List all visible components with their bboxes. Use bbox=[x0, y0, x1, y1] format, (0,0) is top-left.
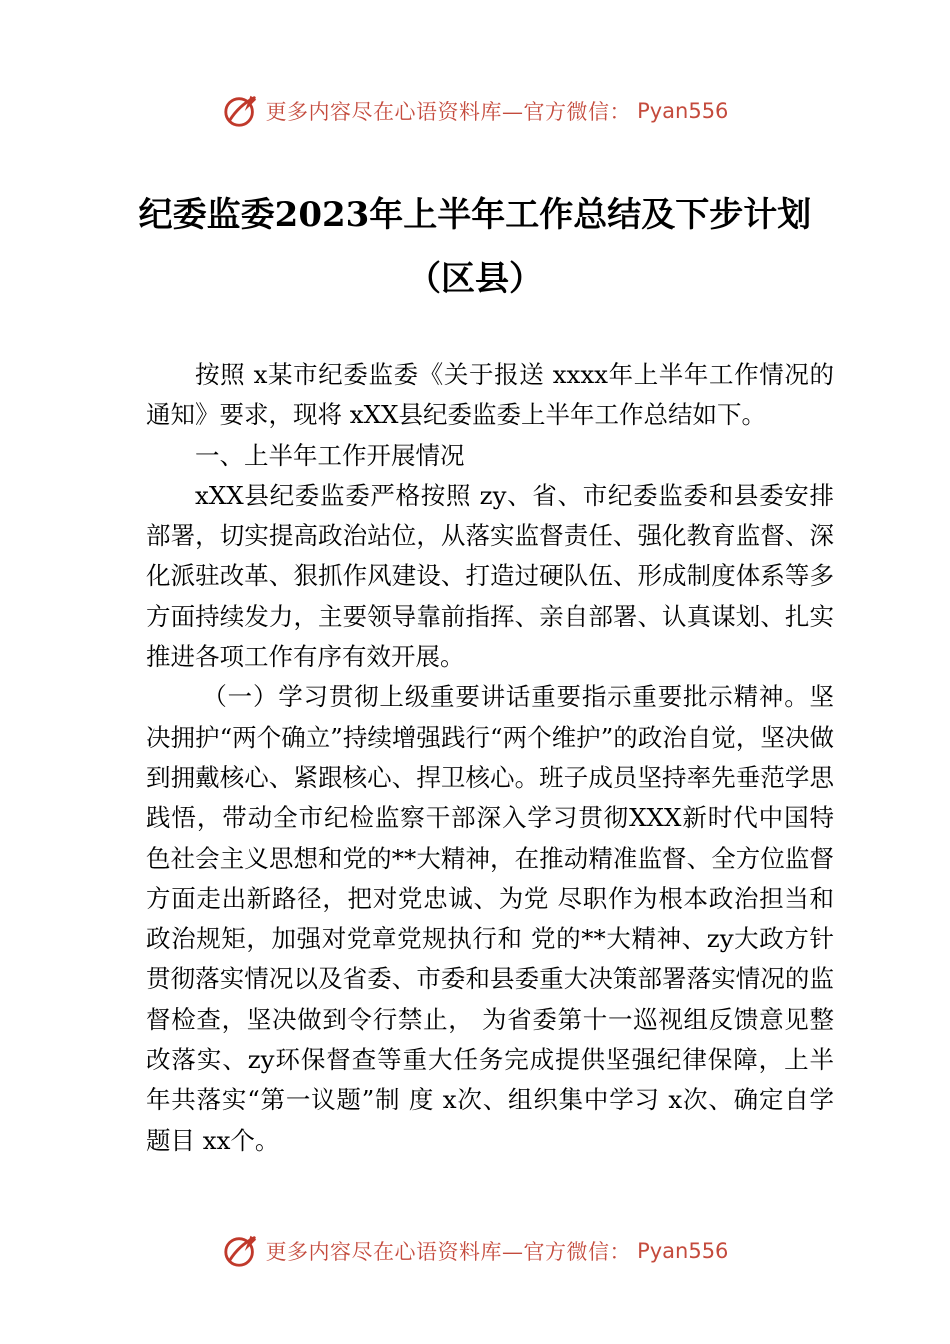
banner-wechat-id: Pyan556 bbox=[637, 1239, 729, 1263]
watermark-banner-top bbox=[0, 92, 950, 130]
section-heading: 一、上半年工作开展情况 bbox=[195, 440, 465, 470]
banner-wechat-id: Pyan556 bbox=[637, 99, 729, 123]
banner-text: 更多内容尽在心语资料库—官方微信： bbox=[265, 1240, 632, 1264]
subsection-paragraph: （一）学习贯彻上级重要讲话重要指示重要批示精神。坚决拥护“两个确立”持续增强践行“两个维护”的政治自觉，坚决做到拥戴核心、紧跟核心、捍卫核心。班子成员坚持率先垂范学思践悟，带动全市纪检监察干部深入学习贯彻XXX新时代中国特色社会主义思想和党的**大精神，在推动精准监督、全方位监督方面走出新路径，把对党忠诚、为党 尽职作为根本政治担当和政治规矩，加强对党章党规执行和 党的**大精神、zy大政方针贯彻落实情况以及省委、市委和县委重大决策部署落实情况的监督检查，坚决做到令行禁止， 为省委第十一巡视组反馈意见整改落实、zy环保督查等重大任务完成提供坚强纪律保障，上半年共落实“第一议题”制 度 x次、组织集中学习 x次、确定自学题目 xx个。 bbox=[146, 682, 834, 1155]
overview-paragraph: xXX县纪委监委严格按照 zy、省、市纪委监委和县委安排部署，切实提高政治站位，从落实监督责任、强化教育监督、深化派驻改革、狠抓作风建设、打造过硬队伍、形成制度体系等多方面持续发力，主要领导靠前指挥、亲自部署、认真谋划、扎实推进各项工作有序有效开展。 bbox=[146, 480, 834, 672]
brush-logo-icon bbox=[222, 1232, 260, 1270]
document-title: 纪委监委2023年上半年工作总结及下步计划（区县） bbox=[138, 195, 812, 299]
banner-text: 更多内容尽在心语资料库—官方微信： bbox=[265, 100, 632, 124]
intro-paragraph: 按照 x某市纪委监委《关于报送 xxxx年上半年工作情况的通知》要求，现将 xXX县纪委监委上半年工作总结如下。 bbox=[146, 360, 834, 430]
brush-logo-icon bbox=[222, 92, 260, 130]
watermark-banner-bottom bbox=[0, 1232, 950, 1270]
document-body bbox=[146, 355, 834, 1161]
